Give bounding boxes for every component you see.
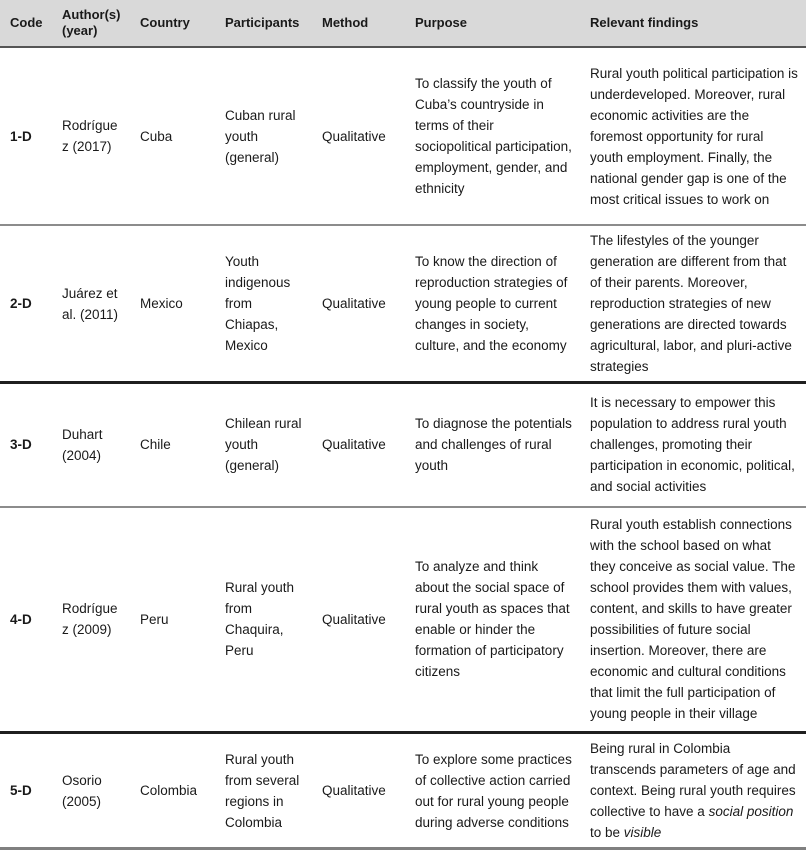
cell-method: Qualitative [312, 507, 405, 733]
findings-italic-text: social position [708, 804, 794, 819]
cell-method: Qualitative [312, 383, 405, 507]
cell-purpose: To explore some practices of collective action carried out for rural young people during adverse conditions [405, 733, 580, 849]
cell-purpose: To classify the youth of Cuba’s countryside in terms of their sociopolitical participation, employment, gender, and ethnicity [405, 47, 580, 225]
header-method: Method [312, 0, 405, 47]
cell-purpose: To know the direction of reproduction strategies of young people to current changes in society, culture, and the economy [405, 225, 580, 383]
cell-findings [580, 733, 806, 849]
table-row [0, 383, 806, 507]
cell-code: 1-D [0, 47, 52, 225]
cell-code: 4-D [0, 507, 52, 733]
cell-participants: Rural youth from Chaquira, Peru [215, 507, 312, 733]
header-participants: Participants [215, 0, 312, 47]
header-code: Code [0, 0, 52, 47]
cell-findings: It is necessary to empower this population to address rural youth challenges, promoting their participation in economic, political, and social activities [580, 383, 806, 507]
cell-purpose: To diagnose the potentials and challenges of rural youth [405, 383, 580, 507]
header-country: Country [130, 0, 215, 47]
findings-text: Being rural in Colombia transcends parameters of age and context. Being rural youth requires collective to have a [590, 741, 796, 819]
cell-code: 5-D [0, 733, 52, 849]
cell-country: Colombia [130, 733, 215, 849]
header-authors: Author(s) (year) [52, 0, 130, 47]
header-row [0, 0, 806, 47]
cell-authors: Duhart (2004) [52, 383, 130, 507]
table-row [0, 733, 806, 849]
cell-code: 2-D [0, 225, 52, 383]
findings-italic-text: visible [623, 825, 662, 840]
table-row [0, 47, 806, 225]
cell-participants: Cuban rural youth (general) [215, 47, 312, 225]
cell-authors: Rodríguez (2009) [52, 507, 130, 733]
cell-method: Qualitative [312, 225, 405, 383]
cell-participants: Chilean rural youth (general) [215, 383, 312, 507]
cell-participants: Youth indigenous from Chiapas, Mexico [215, 225, 312, 383]
cell-participants: Rural youth from several regions in Colombia [215, 733, 312, 849]
cell-country: Cuba [130, 47, 215, 225]
findings-text: to be [590, 825, 624, 840]
cell-code: 3-D [0, 383, 52, 507]
cell-authors: Juárez et al. (2011) [52, 225, 130, 383]
table-row [0, 225, 806, 383]
cell-country: Mexico [130, 225, 215, 383]
cell-authors: Osorio (2005) [52, 733, 130, 849]
cell-purpose: To analyze and think about the social space of rural youth as spaces that enable or hinder the formation of participatory citizens [405, 507, 580, 733]
header-purpose: Purpose [405, 0, 580, 47]
cell-findings: The lifestyles of the younger generation are different from that of their parents. Moreover, reproduction strategies of new generations are directed towards agricultural, labor, and pluri-active strategies [580, 225, 806, 383]
cell-method: Qualitative [312, 47, 405, 225]
cell-findings: Rural youth political participation is underdeveloped. Moreover, rural economic activities are the foremost opportunity for rural youth employment. Finally, the national gender gap is one of the most critical issues to work on [580, 47, 806, 225]
cell-country: Chile [130, 383, 215, 507]
cell-country: Peru [130, 507, 215, 733]
header-findings: Relevant findings [580, 0, 806, 47]
cell-method: Qualitative [312, 733, 405, 849]
cell-findings: Rural youth establish connections with the school based on what they conceive as social value. The school provides them with values, content, and skills to have greater possibilities of future social insertion. Moreover, there are economic and cultural conditions that limit the full participation of young people in their village [580, 507, 806, 733]
cell-authors: Rodríguez (2017) [52, 47, 130, 225]
table-row [0, 507, 806, 733]
